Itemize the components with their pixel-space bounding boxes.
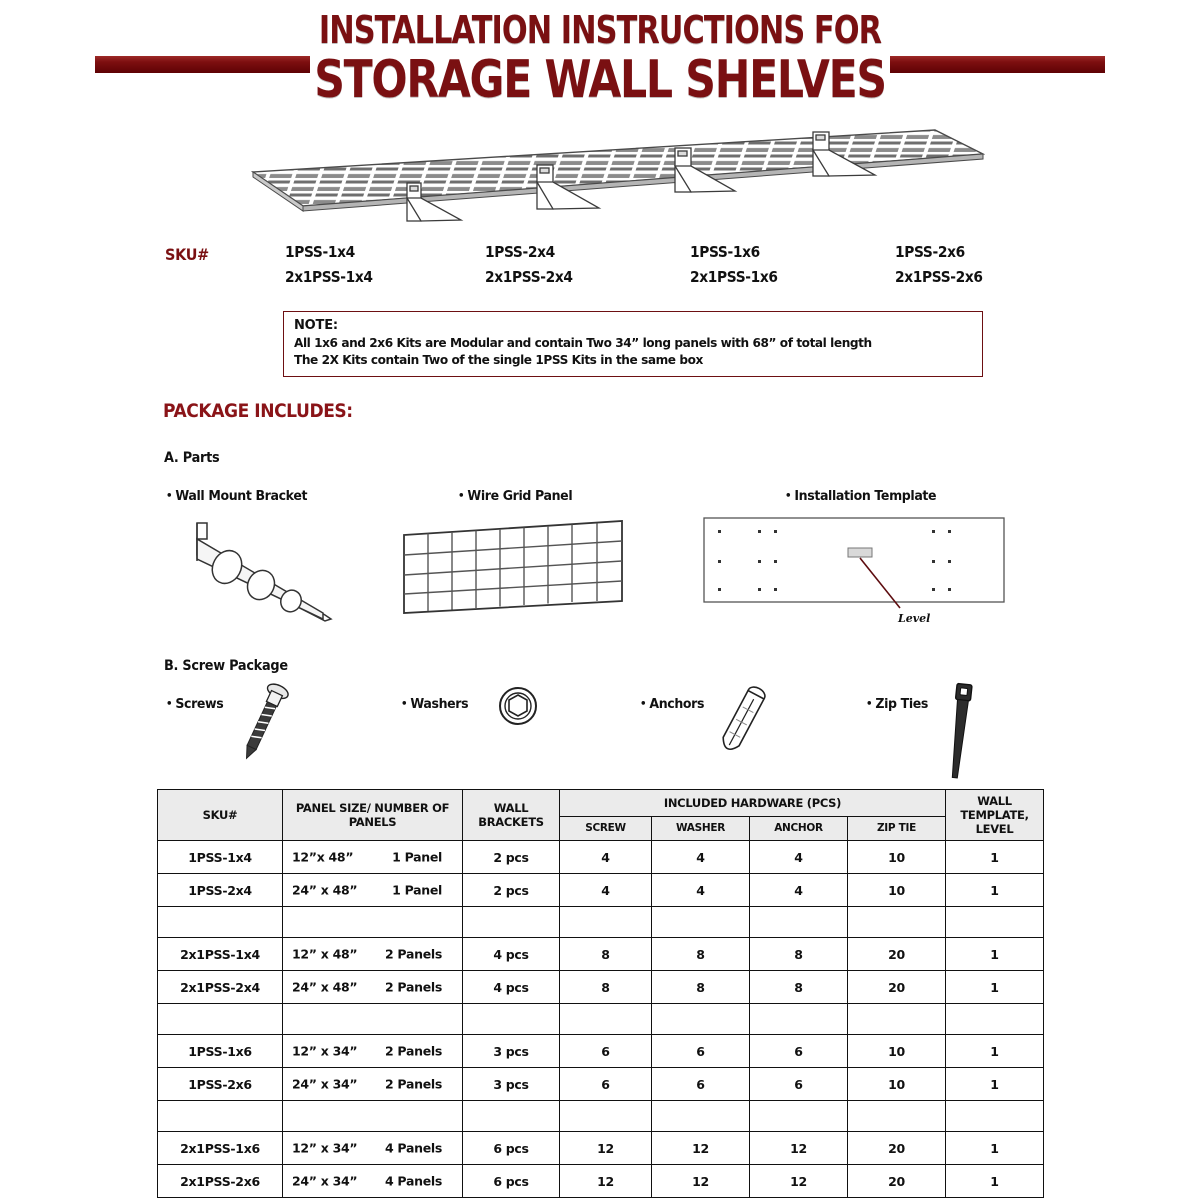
table-row [158,1035,1044,1068]
cell-washer: 4 [652,874,750,907]
th-anchor: ANCHOR [750,816,848,840]
part-label-installation-template: • Installation Template [785,488,936,504]
cell-washer: 12 [652,1165,750,1198]
cell-sku: 1PSS-1x4 [158,841,283,874]
table-spacer-row [158,1101,1044,1132]
table-spacer-cell [750,1004,848,1035]
table-spacer-cell [848,907,946,938]
sku-double: 2x1PSS-2x4 [485,268,573,286]
panel-count-value: 2 Panels [384,946,442,962]
panel-size-value: 12” x 34” [292,1043,358,1059]
cell-wall-brackets: 2 pcs [463,841,560,874]
sku-single: 1PSS-2x4 [485,243,555,261]
cell-panel-size [283,1068,463,1101]
cell-sku: 2x1PSS-2x6 [158,1165,283,1198]
table-spacer-cell [560,907,652,938]
table-header-row-1 [158,790,1044,817]
cell-screw: 8 [560,938,652,971]
wire-grid-panel-icon [398,513,628,623]
cell-sku: 1PSS-1x6 [158,1035,283,1068]
cell-panel-size [283,1132,463,1165]
sku-row-label: SKU# [165,245,209,264]
cell-panel-size [283,841,463,874]
th-panel-size: PANEL SIZE/ NUMBER OF PANELS [283,790,463,841]
cell-anchor: 6 [750,1068,848,1101]
panel-size-value: 24” x 34” [292,1173,358,1189]
panel-size-value: 12” x 48” [292,946,358,962]
part-label-wire-grid-panel: • Wire Grid Panel [458,488,572,504]
note-line-1: All 1x6 and 2x6 Kits are Modular and contain Two 34” long panels with 68” of total length [294,335,872,350]
cell-template-level: 1 [946,841,1044,874]
cell-wall-brackets: 4 pcs [463,938,560,971]
panel-count-value: 2 Panels [384,1076,442,1092]
installation-template-icon [700,512,1010,617]
page-header [0,8,1200,113]
cell-sku: 2x1PSS-2x4 [158,971,283,1004]
hardware-table [157,789,1044,1198]
cell-screw: 8 [560,971,652,1004]
cell-anchor: 4 [750,874,848,907]
cell-anchor: 6 [750,1035,848,1068]
cell-panel-size [283,938,463,971]
cell-washer: 8 [652,971,750,1004]
table-spacer-cell [158,907,283,938]
table-spacer-cell [463,1004,560,1035]
parts-heading: A. Parts [164,450,220,466]
cell-washer: 6 [652,1068,750,1101]
cell-template-level: 1 [946,971,1044,1004]
cell-zip-tie: 10 [848,1068,946,1101]
screw-package-label-screws: • Screws [166,696,223,712]
th-zip-tie: ZIP TIE [848,816,946,840]
table-spacer-cell [750,1101,848,1132]
table-row [158,971,1044,1004]
cell-washer: 12 [652,1132,750,1165]
cell-washer: 6 [652,1035,750,1068]
cell-wall-brackets: 3 pcs [463,1035,560,1068]
cell-screw: 12 [560,1132,652,1165]
panel-count-value: 1 Panel [392,849,442,865]
cell-screw: 4 [560,874,652,907]
table-spacer-cell [463,1101,560,1132]
cell-screw: 4 [560,841,652,874]
cell-sku: 2x1PSS-1x4 [158,938,283,971]
table-spacer-cell [848,1101,946,1132]
package-includes-title: PACKAGE INCLUDES: [163,400,353,422]
table-row [158,1165,1044,1198]
cell-washer: 4 [652,841,750,874]
th-included-hardware: INCLUDED HARDWARE (PCS) [560,790,946,817]
screw-package-label-anchors: • Anchors [640,696,704,712]
cell-zip-tie: 20 [848,1132,946,1165]
cell-anchor: 12 [750,1132,848,1165]
sku-single: 1PSS-1x4 [285,243,355,261]
storage-shelf-illustration [235,120,985,235]
table-spacer-cell [560,1101,652,1132]
cell-panel-size [283,1035,463,1068]
cell-template-level: 1 [946,1068,1044,1101]
note-title: NOTE: [294,318,338,333]
sku-column-2 [485,240,669,290]
table-spacer-cell [946,1004,1044,1035]
cell-zip-tie: 20 [848,971,946,1004]
panel-size-value: 24” x 34” [292,1076,358,1092]
cell-zip-tie: 20 [848,1165,946,1198]
panel-count-value: 1 Panel [392,882,442,898]
cell-wall-brackets: 3 pcs [463,1068,560,1101]
zip-tie-icon [930,678,990,788]
table-spacer-cell [158,1101,283,1132]
table-spacer-cell [283,1004,463,1035]
page-title-line2: STORAGE WALL SHELVES [314,50,886,110]
table-row [158,874,1044,907]
table-row [158,841,1044,874]
cell-anchor: 4 [750,841,848,874]
table-spacer-cell [946,907,1044,938]
cell-zip-tie: 10 [848,1035,946,1068]
table-spacer-row [158,907,1044,938]
table-spacer-cell [283,907,463,938]
note-line-2: The 2X Kits contain Two of the single 1PSS Kits in the same box [294,352,703,367]
screw-package-label-washers: • Washers [401,696,468,712]
cell-anchor: 8 [750,971,848,1004]
table-row [158,1068,1044,1101]
cell-panel-size [283,874,463,907]
screw-package-heading: B. Screw Package [164,658,288,674]
sku-double: 2x1PSS-1x6 [690,268,778,286]
cell-screw: 12 [560,1165,652,1198]
cell-anchor: 12 [750,1165,848,1198]
cell-wall-brackets: 6 pcs [463,1165,560,1198]
cell-sku: 1PSS-2x6 [158,1068,283,1101]
sku-double: 2x1PSS-2x6 [895,268,983,286]
cell-template-level: 1 [946,1165,1044,1198]
sku-column-1 [285,240,469,290]
template-level-annotation: Level [898,612,931,625]
screw-icon [228,676,298,771]
cell-zip-tie: 10 [848,874,946,907]
table-spacer-cell [652,907,750,938]
table-spacer-cell [283,1101,463,1132]
sku-single: 1PSS-2x6 [895,243,965,261]
th-wall-brackets: WALL BRACKETS [463,790,560,841]
panel-count-value: 2 Panels [384,1043,442,1059]
table-spacer-cell [652,1004,750,1035]
wall-mount-bracket-icon [185,515,345,625]
cell-screw: 6 [560,1035,652,1068]
panel-count-value: 4 Panels [384,1173,442,1189]
cell-washer: 8 [652,938,750,971]
screw-package-label-zip-ties: • Zip Ties [866,696,928,712]
cell-template-level: 1 [946,1035,1044,1068]
note-box [283,311,983,377]
table-spacer-cell [652,1101,750,1132]
cell-template-level: 1 [946,1132,1044,1165]
table-row [158,938,1044,971]
panel-count-value: 2 Panels [384,979,442,995]
cell-template-level: 1 [946,874,1044,907]
table-spacer-cell [946,1101,1044,1132]
cell-anchor: 8 [750,938,848,971]
sku-column-3 [690,240,874,290]
panel-size-value: 12”x 48” [292,849,354,865]
sku-column-4 [895,240,1079,290]
cell-sku: 1PSS-2x4 [158,874,283,907]
table-spacer-cell [848,1004,946,1035]
cell-panel-size [283,1165,463,1198]
cell-zip-tie: 10 [848,841,946,874]
cell-wall-brackets: 4 pcs [463,971,560,1004]
sku-single: 1PSS-1x6 [690,243,760,261]
th-screw: SCREW [560,816,652,840]
panel-size-value: 12” x 34” [292,1140,358,1156]
table-body [158,841,1044,1198]
table-spacer-cell [560,1004,652,1035]
cell-wall-brackets: 6 pcs [463,1132,560,1165]
table-spacer-cell [158,1004,283,1035]
cell-panel-size [283,971,463,1004]
panel-size-value: 24” x 48” [292,979,358,995]
table-spacer-cell [463,907,560,938]
anchor-icon [706,678,776,768]
cell-screw: 6 [560,1068,652,1101]
washer-icon [495,683,541,729]
cell-zip-tie: 20 [848,938,946,971]
cell-template-level: 1 [946,938,1044,971]
sku-double: 2x1PSS-1x4 [285,268,373,286]
cell-sku: 2x1PSS-1x6 [158,1132,283,1165]
table-row [158,1132,1044,1165]
table-spacer-cell [750,907,848,938]
th-washer: WASHER [652,816,750,840]
panel-size-value: 24” x 48” [292,882,358,898]
panel-count-value: 4 Panels [384,1140,442,1156]
page-title-line1: INSTALLATION INSTRUCTIONS FOR [318,8,882,52]
header-titles [0,8,1200,108]
th-wall-template-level: WALL TEMPLATE, LEVEL [946,790,1044,841]
part-label-wall-mount-bracket: • Wall Mount Bracket [166,488,307,504]
th-sku: SKU# [158,790,283,841]
table-spacer-row [158,1004,1044,1035]
cell-wall-brackets: 2 pcs [463,874,560,907]
